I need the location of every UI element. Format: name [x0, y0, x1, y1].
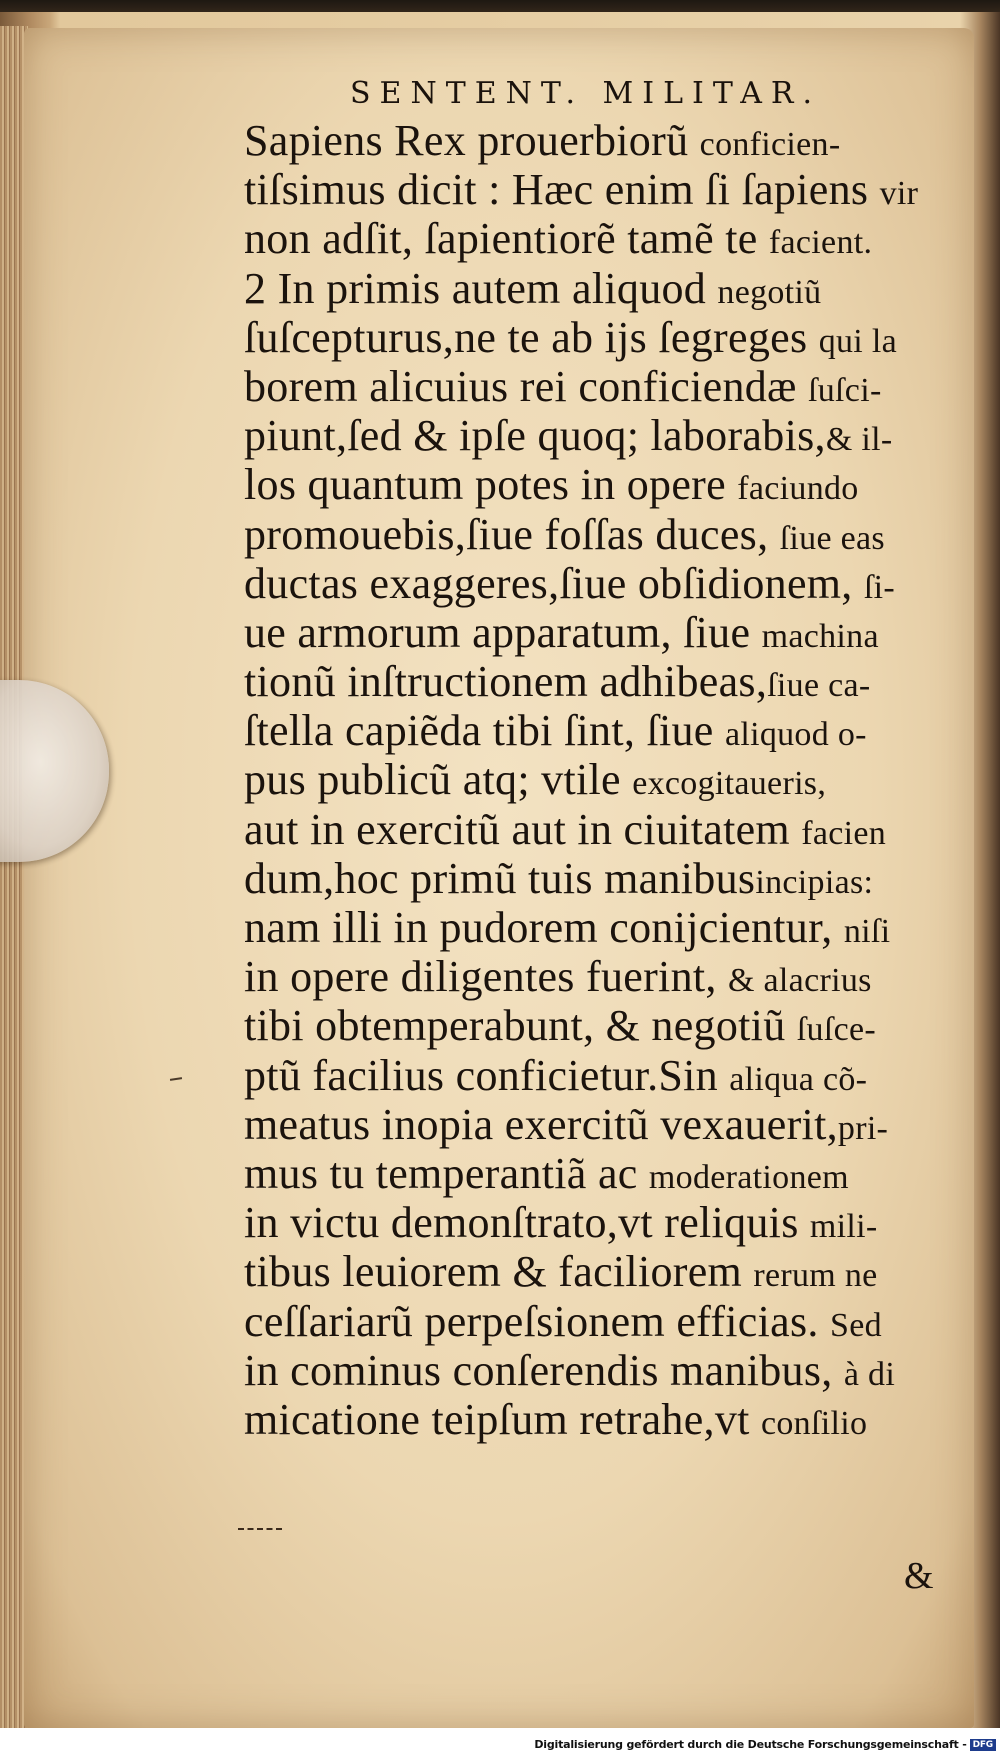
text-line: [244, 1297, 944, 1346]
text-line-main: Sapiens Rex prouerbiorũ: [244, 116, 700, 165]
text-line-main: aut in exercitũ aut in ciuitatem: [244, 804, 802, 854]
text-line-main: promouebis,ſiue foſſas duces,: [244, 509, 780, 559]
text-line-tail: ſi-: [863, 568, 896, 606]
text-line-tail: ſuſci-: [808, 371, 882, 409]
text-line-main: ſtella capiẽda tibi ſint, ſiue: [244, 706, 725, 756]
text-line: [244, 952, 944, 1001]
text-line-main: mus tu temperantiã ac: [244, 1148, 649, 1198]
text-line: [244, 313, 944, 362]
text-line: [244, 362, 944, 411]
text-line-tail: conſilio: [760, 1404, 868, 1442]
text-line-main: micatione teipſum retrahe,vt: [244, 1394, 761, 1444]
text-line-tail: incipias:: [755, 863, 874, 901]
text-line-tail: ſiue ca-: [767, 667, 871, 705]
text-line-tail: vir: [879, 175, 919, 213]
body-text: [244, 116, 944, 1444]
text-line: [244, 510, 944, 559]
text-line: [244, 1149, 944, 1198]
underline-mark: [238, 1528, 282, 1532]
text-line-main: tibus leuiorem & faciliorem: [244, 1247, 754, 1297]
text-line-main: 2 In primis autem aliquod: [244, 263, 718, 313]
text-line: [244, 805, 944, 854]
text-line-main: ductas exaggeres,ſiue obſidionem,: [244, 558, 864, 608]
text-line: [244, 264, 944, 313]
text-line: [244, 1346, 944, 1395]
catchword: &: [904, 1555, 934, 1597]
text-line-main: piunt,ſed & ipſe quoq; laborabis,: [244, 411, 826, 461]
text-line-tail: ſiue eas: [779, 519, 885, 557]
text-line-main: ceſſariarũ perpeſsionem efficias.: [244, 1296, 831, 1346]
text-line-tail: aliqua cõ-: [729, 1060, 868, 1098]
dfg-logo-badge: DFG: [970, 1739, 996, 1751]
text-line-main: tionũ inſtructionem adhibeas,: [244, 657, 768, 707]
credit-text: Digitalisierung gefördert durch die Deutsche Forschungsgemeinschaft -: [534, 1738, 967, 1751]
text-line-tail: Sed: [830, 1306, 882, 1344]
text-line: [244, 854, 944, 903]
running-head: SENTENT. MILITAR.: [350, 76, 822, 111]
text-line-main: ſuſcepturus,ne te ab ijs ſegreges: [244, 312, 819, 362]
text-line: [244, 1198, 944, 1247]
text-line: [244, 657, 944, 706]
text-line-tail: qui la: [818, 322, 897, 360]
text-line-tail: mili-: [809, 1208, 878, 1246]
text-line: [244, 165, 944, 214]
text-line: [244, 1001, 944, 1050]
text-line-main: nam illi in pudorem conijcientur,: [244, 903, 844, 952]
text-line: [244, 706, 944, 755]
text-line: [244, 903, 944, 952]
text-line-tail: negotiũ: [717, 273, 822, 311]
text-line-main: los quantum potes in opere: [244, 460, 738, 510]
text-line-main: in victu demonſtrato,vt reliquis: [244, 1198, 810, 1248]
text-line-tail: machina: [761, 617, 879, 655]
text-line-tail: aliquod o-: [724, 716, 867, 754]
text-line: [244, 411, 944, 460]
text-line-main: in opere diligentes fuerint,: [244, 952, 728, 1002]
text-line: [244, 116, 944, 165]
text-line-tail: ſuſce-: [796, 1011, 876, 1049]
text-line-tail: & alacrius: [728, 962, 872, 1000]
text-line-main: in cominus conſerendis manibus,: [244, 1345, 844, 1395]
text-line-tail: pri-: [837, 1109, 889, 1147]
text-line-tail: conficien-: [699, 126, 841, 163]
text-line-main: meatus inopia exercitũ vexauerit,: [244, 1099, 838, 1149]
text-line: [244, 559, 944, 608]
text-line: [244, 1247, 944, 1296]
text-line-tail: & il-: [825, 421, 893, 459]
text-line-tail: excogitaueris,: [632, 765, 827, 803]
text-line-tail: facien: [801, 814, 887, 852]
text-line-main: tibi obtemperabunt, & negotiũ: [244, 1001, 797, 1051]
digitization-credit: [534, 1738, 996, 1751]
text-line-main: dum,hoc primũ tuis manibus: [244, 853, 756, 903]
text-line: [244, 1051, 944, 1100]
text-line-main: ptũ facilius conficietur.Sin: [244, 1050, 730, 1100]
text-line-tail: rerum ne: [753, 1257, 878, 1295]
text-line-main: ue armorum apparatum, ſiue: [244, 607, 762, 657]
text-line-main: non adſit, ſapientiorẽ tamẽ te: [244, 214, 769, 264]
text-line: [244, 1100, 944, 1149]
text-line-main: pus publicũ atq; vtile: [244, 755, 633, 805]
text-line-tail: facient.: [768, 224, 873, 262]
text-line-main: borem alicuius rei conficiendæ: [244, 361, 809, 411]
text-line-tail: à di: [843, 1355, 896, 1393]
text-line-tail: niſi: [843, 913, 891, 950]
text-line: [244, 460, 944, 509]
text-line: [244, 214, 944, 263]
text-line: [244, 1395, 944, 1444]
text-line-tail: faciundo: [737, 470, 859, 508]
text-line-main: tiſsimus dicit : Hæc enim ſi ſapiens: [244, 165, 880, 215]
text-line: [244, 755, 944, 804]
text-line-tail: moderationem: [648, 1158, 849, 1196]
text-line: [244, 608, 944, 657]
